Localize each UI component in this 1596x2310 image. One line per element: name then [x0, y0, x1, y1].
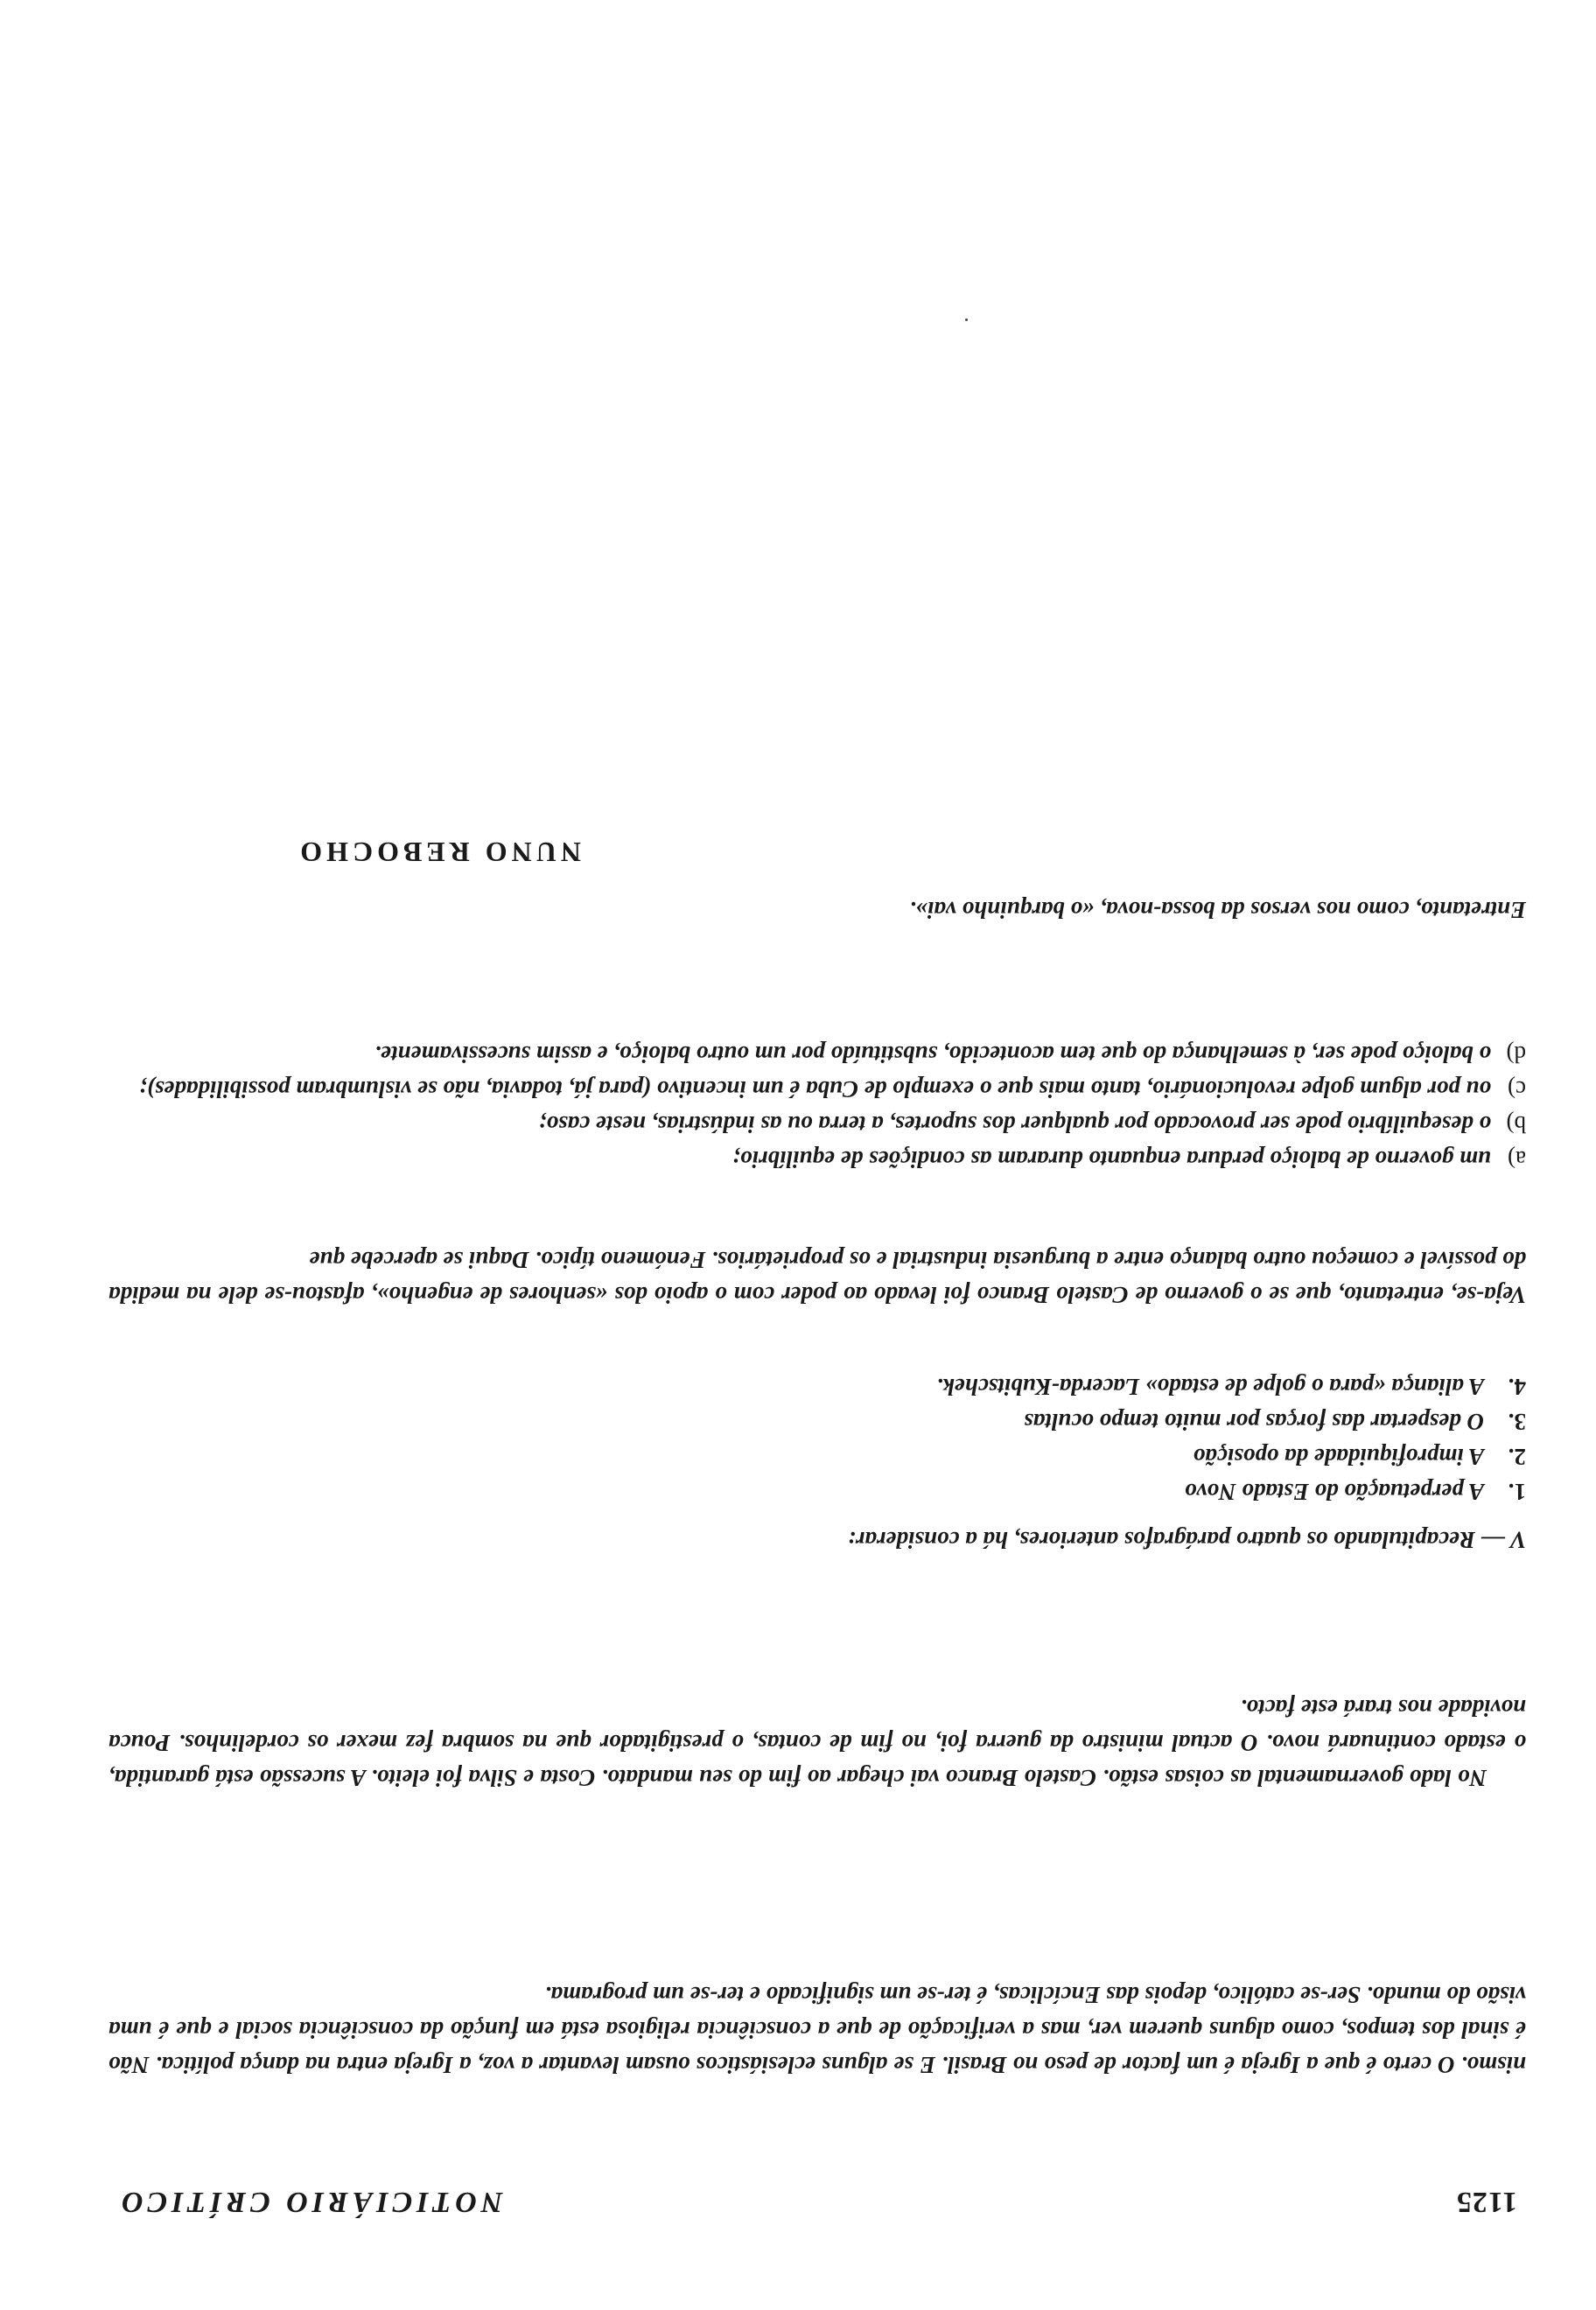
- list-text: A aliança «para o golpe de estado» Lacerda-Kubitschek.: [936, 1374, 1484, 1400]
- list-text: o desequilíbrio pode ser provocado por qualquer dos suportes, a terra ou as indústrias, neste caso;: [538, 1111, 1491, 1138]
- list-item: [476, 1474, 1526, 1509]
- paper-speck: [965, 318, 968, 321]
- numbered-list: [476, 1369, 1526, 1509]
- list-text: o baloiço pode ser, à semelhança do que tem acontecido, substituído por um outro baloiço, e assim sucessivamente.: [374, 1041, 1491, 1068]
- page-header: [117, 2183, 1517, 2218]
- list-item: [476, 1439, 1526, 1474]
- paragraph-governo: No lado governamental as coisas estão. Castelo Branco vai chegar ao fim do seu mandato. Costa e Silva foi eleito. A sucessão está garantida, o estado continuará novo. O actual ministro da guerra foi, no fim de contas, o prestigitador que na sombra fez mexer os cordelinhos. Pouca novidade nos trará este facto.: [108, 1695, 1526, 1791]
- running-title: NOTICIÁRIO CRÍTICO: [117, 2186, 503, 2218]
- list-item: [108, 1142, 1526, 1177]
- list-number: 3.: [1508, 1409, 1526, 1435]
- list-number: 4.: [1508, 1374, 1526, 1400]
- list-item: [108, 1107, 1526, 1142]
- lettered-list: [108, 1037, 1526, 1177]
- list-text: um governo de baloiço perdura enquanto duraram as condições de equilíbrio;: [732, 1146, 1491, 1172]
- list-marker: b): [1506, 1111, 1526, 1138]
- author-signature: NUNO REBOCHO: [296, 836, 581, 868]
- paragraph-bossa-nova: Entretanto, como nos versos da bossa-nova, «o barquinho vai».: [909, 897, 1526, 923]
- list-text: A improfiquidade da oposição: [1193, 1444, 1484, 1470]
- list-text: ou por algum golpe revolucionário, tanto mais que o exemplo de Cuba é um incentivo (para já, todavia, não se vislumbram possibilidades);: [138, 1076, 1491, 1102]
- list-number: 1.: [1508, 1479, 1526, 1505]
- page-number: 1125: [1455, 2186, 1517, 2218]
- list-item: [108, 1037, 1526, 1072]
- list-item: [108, 1072, 1526, 1107]
- list-item: [476, 1369, 1526, 1404]
- list-marker: a): [1508, 1146, 1526, 1172]
- list-marker: c): [1508, 1076, 1526, 1102]
- list-text: A perpetuação do Estado Novo: [1185, 1479, 1484, 1505]
- list-number: 2.: [1508, 1444, 1526, 1470]
- paragraph-igreja: nismo. O certo é que a Igreja é um factor de peso no Brasil. E se alguns eclesiásticos ousam levantar a voz, a Igreja entra na dança política. Não é sinal dos tempos, como alguns querem ver, mas a verificação de que a consciência religiosa está em função da consciência social e que é uma visão do mundo. Ser-se católico, depois das Encíclicas, é ter-se um significado e ter-se um programa.: [108, 1982, 1526, 2078]
- list-item: [476, 1404, 1526, 1439]
- list-text: O despertar das forças por muito tempo ocultas: [1024, 1409, 1484, 1435]
- paragraph-castelo-branco: Veja-se, entretanto, que se o governo de Castelo Branco foi levado ao poder com o apoio dos «senhores de engenho», afastou-se dele na medida do possível e começou outro balanço entre a burguesia industrial e os proprietários. Fenómeno típico. Daqui se apercebe que: [108, 1247, 1526, 1308]
- list-marker: d): [1506, 1041, 1526, 1068]
- paragraph-recapitulacao: V — Recapitulando os quatro parágrafos anteriores, há a considerar:: [847, 1527, 1526, 1553]
